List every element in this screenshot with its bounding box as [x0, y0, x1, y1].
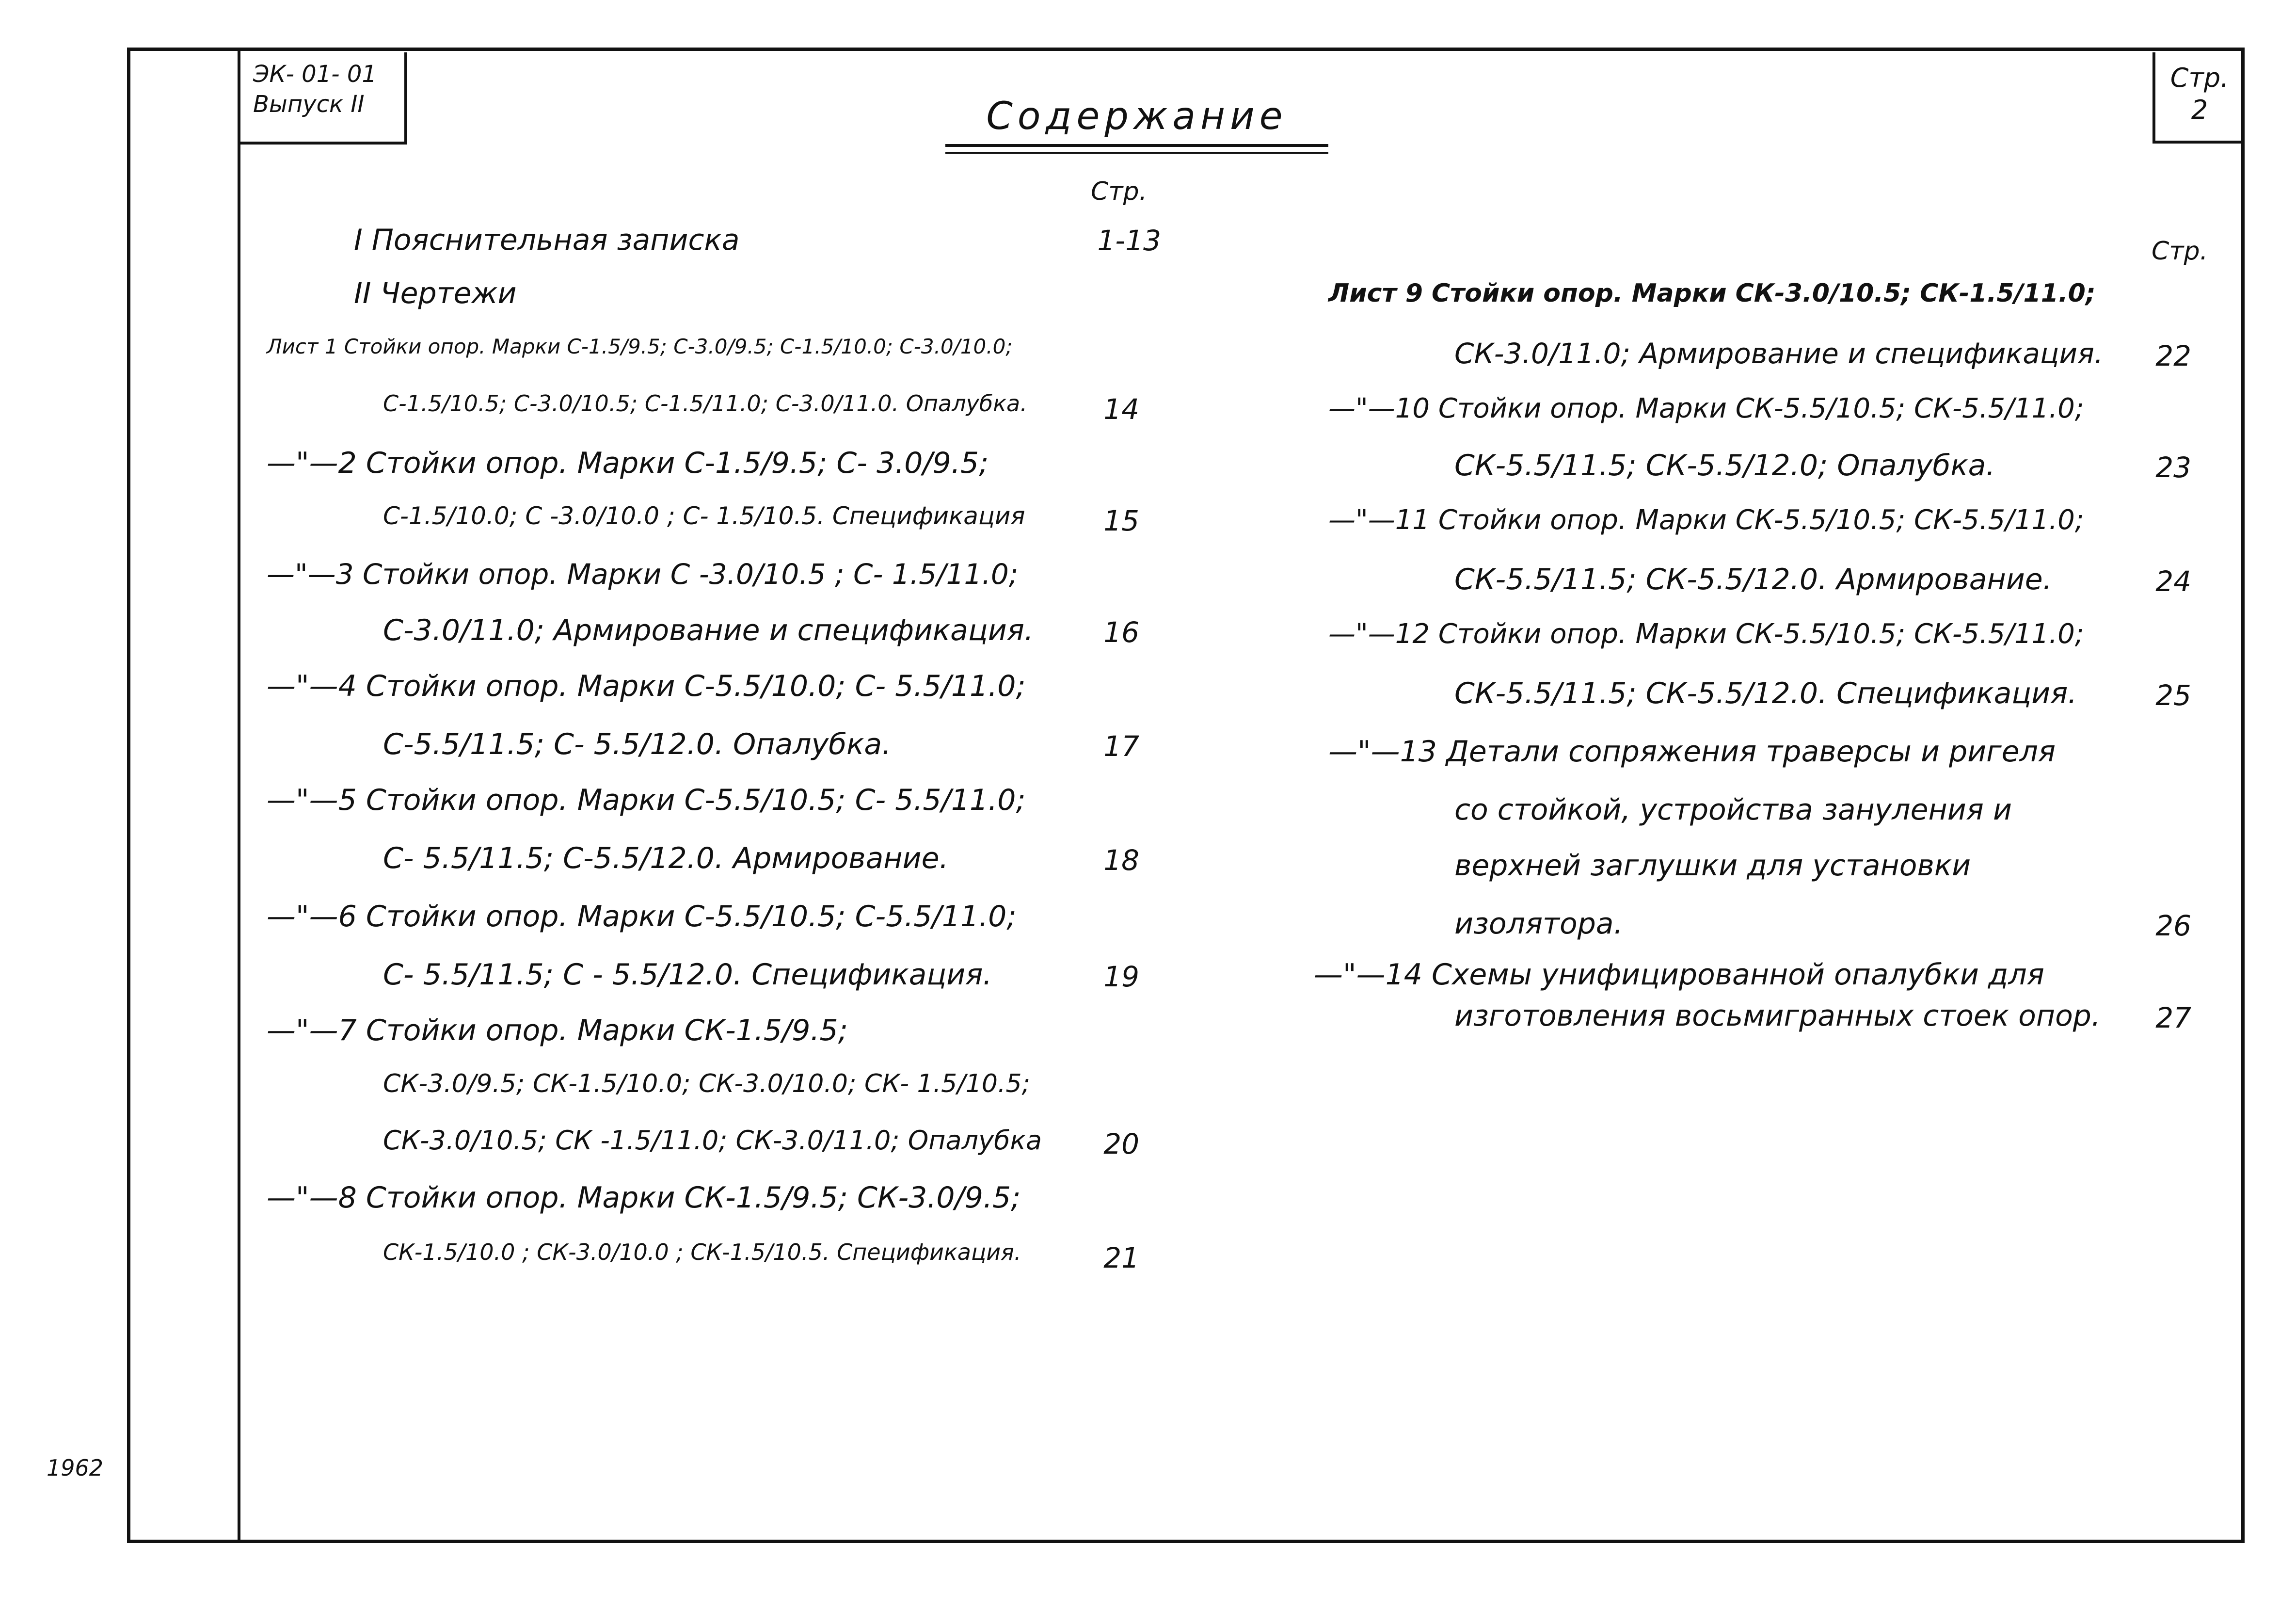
right-toc-page-number: 27 [2155, 1001, 2191, 1034]
left-toc-entry: С- 5.5/11.5; С - 5.5/12.0. Спецификация. [383, 958, 992, 992]
doc-code-stamp [238, 52, 407, 145]
right-toc-page-number: 22 [2155, 339, 2191, 372]
left-toc-entry: Лист 1 Стойки опор. Марки С-1.5/9.5; С-3.0/9.5; С-1.5/10.0; С-3.0/10.0; [267, 335, 1013, 358]
left-toc-page-number: 14 [1103, 393, 1139, 426]
left-toc-page-number: 19 [1103, 960, 1139, 993]
left-toc-entry: —"—7 Стойки опор. Марки СК-1.5/9.5; [267, 1014, 848, 1047]
right-toc-entry: со стойкой, устройства зануления и [1454, 793, 2012, 827]
left-toc-entry: СК-3.0/10.5; СК -1.5/11.0; СК-3.0/11.0; Опалубка [383, 1125, 1042, 1156]
year-label: 1962 [47, 1455, 104, 1481]
left-toc-entry: —"—8 Стойки опор. Марки СК-1.5/9.5; СК-3.0/9.5; [267, 1181, 1021, 1215]
left-toc-page-number: 17 [1103, 730, 1139, 763]
issue-label: Выпуск II [253, 91, 365, 118]
left-toc-entry: —"—6 Стойки опор. Марки С-5.5/10.5; С-5.5/11.0; [267, 900, 1017, 933]
left-toc-entry: С-5.5/11.5; С- 5.5/12.0. Опалубка. [383, 727, 892, 761]
right-toc-entry: СК-3.0/11.0; Армирование и спецификация. [1454, 337, 2104, 370]
section-drawings: II Чертежи [354, 276, 517, 310]
right-toc-entry: —"—14 Схемы унифицированной опалубки для [1314, 958, 2044, 992]
right-column-heading: Стр. [2152, 237, 2208, 266]
left-toc-entry: —"—4 Стойки опор. Марки С-5.5/10.0; С- 5.5/11.0; [267, 669, 1026, 703]
page-label: Стр. [2170, 63, 2229, 93]
left-toc-entry: С-3.0/11.0; Армирование и спецификация. [383, 613, 1034, 647]
page-number: 2 [2191, 95, 2208, 125]
page-title: Содержание [945, 95, 1328, 147]
right-toc-entry: СК-5.5/11.5; СК-5.5/12.0. Армирование. [1454, 563, 2052, 596]
right-toc-page-number: 26 [2155, 909, 2191, 942]
left-toc-page-number: 16 [1103, 616, 1139, 649]
right-toc-entry: СК-5.5/11.5; СК-5.5/12.0. Спецификация. [1454, 676, 2077, 710]
right-toc-page-number: 24 [2155, 565, 2191, 598]
right-toc-page-number: 25 [2155, 679, 2191, 712]
left-toc-entry: С-1.5/10.0; С -3.0/10.0 ; С- 1.5/10.5. Спецификация [383, 502, 1025, 530]
right-toc-entry: Лист 9 Стойки опор. Марки СК-3.0/10.5; СК-1.5/11.0; [1328, 279, 2096, 308]
left-toc-entry: —"—2 Стойки опор. Марки С-1.5/9.5; С- 3.0/9.5; [267, 446, 989, 480]
left-toc-page-number: 21 [1103, 1241, 1139, 1274]
right-toc-entry: СК-5.5/11.5; СК-5.5/12.0; Опалубка. [1454, 449, 1995, 483]
right-toc-entry: —"—11 Стойки опор. Марки СК-5.5/10.5; СК-5.5/11.0; [1328, 504, 2084, 536]
page-stamp [2152, 52, 2244, 144]
doc-code: ЭК- 01- 01 [253, 61, 377, 88]
right-toc-entry: —"—10 Стойки опор. Марки СК-5.5/10.5; СК-5.5/11.0; [1328, 393, 2084, 424]
right-toc-entry: изолятора. [1454, 907, 1623, 941]
left-toc-page-number: 15 [1103, 504, 1139, 537]
right-toc-entry: —"—13 Детали сопряжения траверсы и ригеля [1328, 735, 2056, 769]
left-toc-entry: С- 5.5/11.5; С-5.5/12.0. Армирование. [383, 841, 949, 875]
left-toc-entry: С-1.5/10.5; С-3.0/10.5; С-1.5/11.0; С-3.0/11.0. Опалубка. [383, 390, 1027, 417]
left-toc-entry: СК-3.0/9.5; СК-1.5/10.0; СК-3.0/10.0; СК- 1.5/10.5; [383, 1069, 1031, 1098]
section-explanatory-note: I Пояснительная записка [354, 223, 740, 257]
left-toc-entry: —"—3 Стойки опор. Марки С -3.0/10.5 ; С- 1.5/11.0; [267, 558, 1019, 591]
left-toc-entry: СК-1.5/10.0 ; СК-3.0/10.0 ; СК-1.5/10.5. Спецификация. [383, 1239, 1021, 1265]
left-column-heading: Стр. [1091, 177, 1148, 206]
right-toc-entry: изготовления восьмигранных стоек опор. [1454, 999, 2101, 1033]
right-toc-entry: верхней заглушки для установки [1454, 849, 1971, 883]
right-toc-page-number: 23 [2155, 451, 2191, 484]
binding-margin-line [238, 48, 240, 1543]
section-explanatory-note-page: 1-13 [1097, 224, 1161, 257]
right-toc-entry: —"—12 Стойки опор. Марки СК-5.5/10.5; СК-5.5/11.0; [1328, 618, 2084, 650]
left-toc-page-number: 18 [1103, 844, 1139, 877]
left-toc-entry: —"—5 Стойки опор. Марки С-5.5/10.5; С- 5.5/11.0; [267, 783, 1026, 817]
left-toc-page-number: 20 [1103, 1127, 1139, 1160]
